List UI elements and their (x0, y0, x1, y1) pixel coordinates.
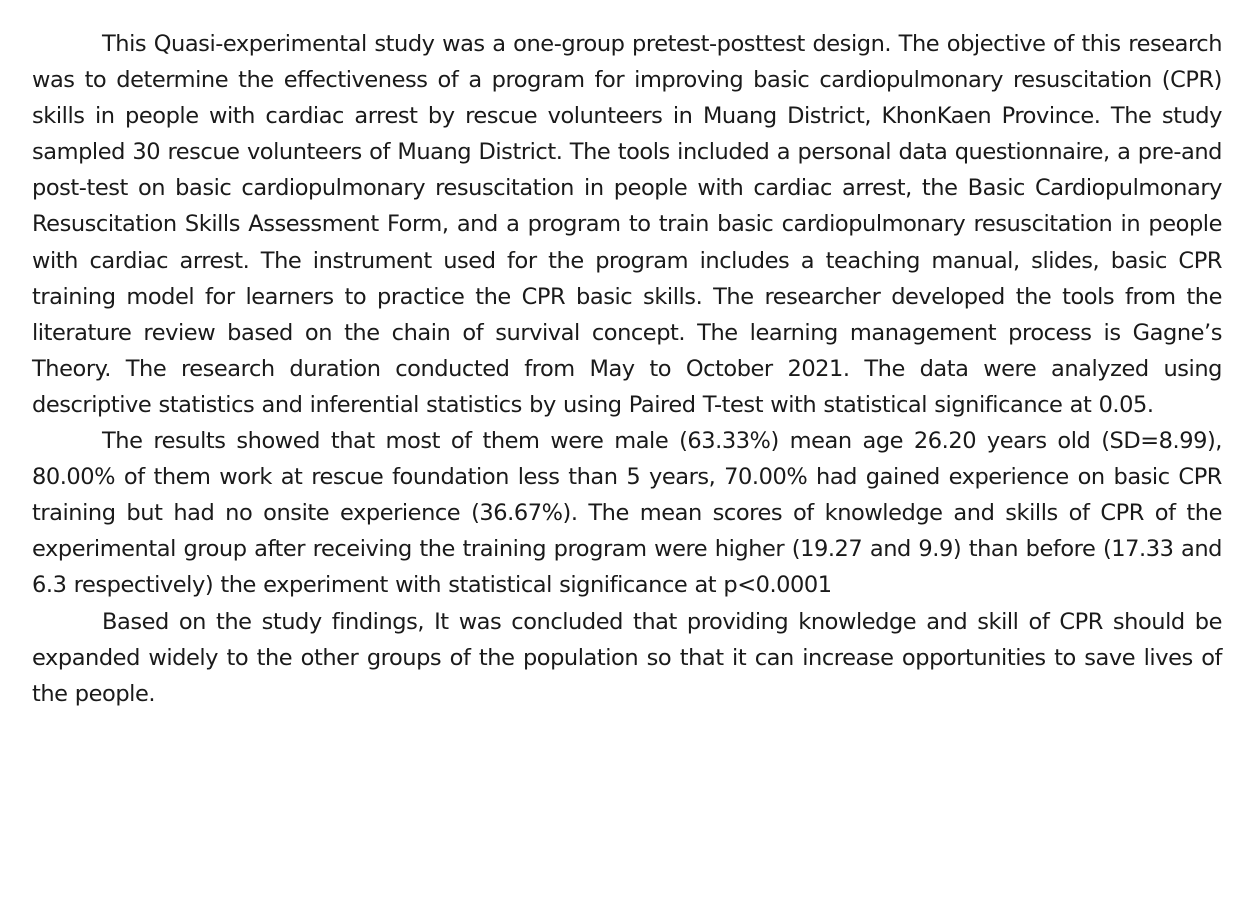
abstract-paragraph-results: The results showed that most of them were male (63.33%) mean age 26.20 years old (SD=8.99), 80.00% of them work at rescue foundation less than 5 years, 70.00% had gained experience on basic CPR training but had no onsite experience (36.67%). The mean scores of knowledge and skills of CPR of the experimental group after receiving the training program were higher (19.27 and 9.9) than before (17.33 and 6.3 respectively) the experiment with statistical significance at p<0.0001 (32, 428, 1222, 599)
abstract-body (32, 26, 1222, 712)
abstract-paragraph-methods: This Quasi-experimental study was a one-group pretest-posttest design. The objective of this research was to determine the effectiveness of a program for improving basic cardiopulmonary resuscitation (CPR) skills in people with cardiac arrest by rescue volunteers in Muang District, KhonKaen Province. The study sampled 30 rescue volunteers of Muang District. The tools included a personal data questionnaire, a pre-and post-test on basic cardiopulmonary resuscitation in people with cardiac arrest, the Basic Cardiopulmonary Resuscitation Skills Assessment Form, and a program to train basic cardiopulmonary resuscitation in people with cardiac arrest. The instrument used for the program includes a teaching manual, slides, basic CPR training model for learners to practice the CPR basic skills. The researcher developed the tools from the literature review based on the chain of survival concept. The learning management process is Gagne’s Theory. The research duration conducted from May to October 2021. The data were analyzed using descriptive statistics and inferential statistics by using Paired T-test with statistical significance at 0.05. (32, 31, 1222, 418)
abstract-paragraph-conclusion: Based on the study findings, It was concluded that providing knowledge and skill of CPR should be expanded widely to the other groups of the population so that it can increase opportunities to save lives of the people. (32, 608, 1222, 707)
